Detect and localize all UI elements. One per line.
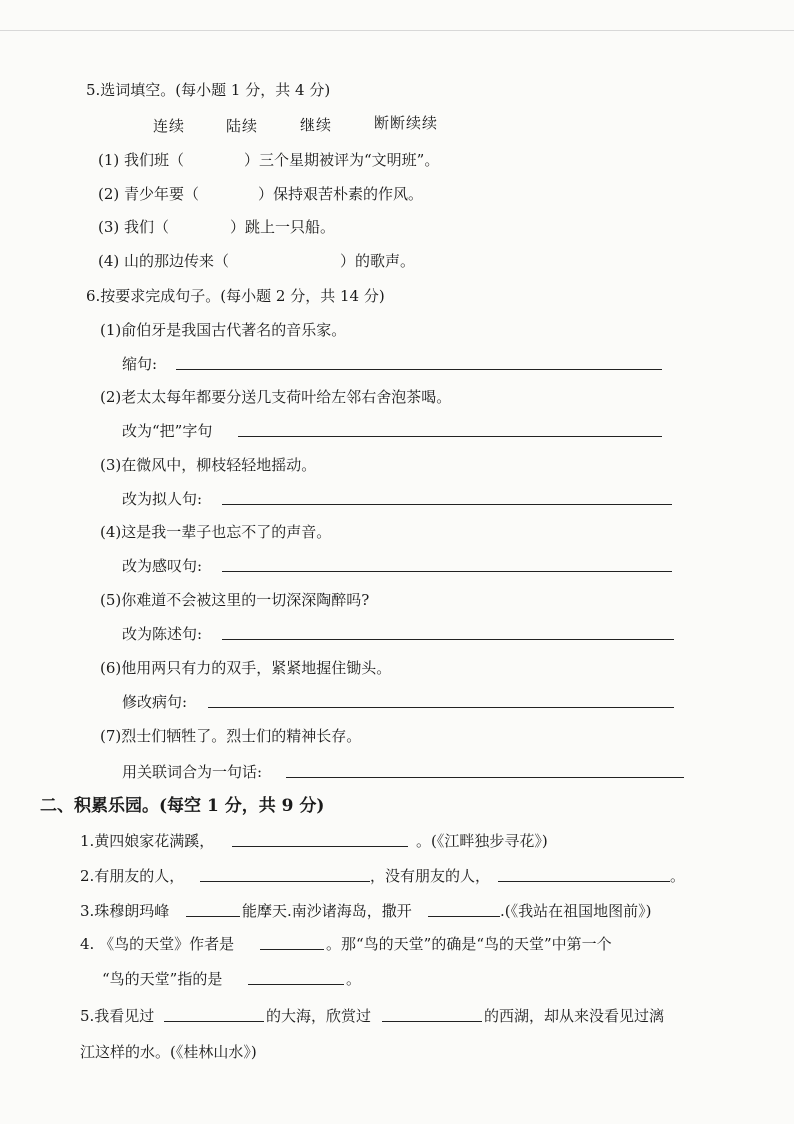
q6-item-3-sentence: (3)在微风中，柳枝轻轻地摇动。 [100, 456, 317, 474]
blank-line [164, 1021, 264, 1022]
blank-line [260, 949, 324, 950]
s2-q2-pre: 2.有朋友的人， [80, 867, 185, 885]
q5-title: 5.选词填空。(每小题 1 分，共 4 分) [86, 81, 331, 99]
q6-title: 6.按要求完成句子。(每小题 2 分，共 14 分) [86, 287, 385, 305]
blank-line [382, 1021, 482, 1022]
answer-line [208, 707, 674, 708]
q6-item-4-prompt: 改为感叹句: [122, 557, 203, 575]
s2-q5-line1-pre: 5.我看见过 [80, 1007, 155, 1025]
word-option-3: 继续 [300, 116, 333, 134]
s2-q3-mid: 能摩天.南沙诸海岛，撒开 [242, 902, 412, 920]
q6-item-5-prompt: 改为陈述句: [122, 625, 203, 643]
blank-line [186, 916, 240, 917]
s2-q3-post: .(《我站在祖国地图前》) [500, 902, 652, 920]
answer-line [222, 639, 674, 640]
q6-item-1-prompt: 缩句: [122, 355, 158, 373]
q6-item-7-prompt: 用关联词合为一句话: [122, 763, 263, 781]
q5-item-4-pre: (4) 山的那边传来（ [98, 252, 230, 270]
q6-item-1-sentence: (1)俞伯牙是我国古代著名的音乐家。 [100, 321, 347, 339]
s2-q4-line1-post: 。那“鸟的天堂”的确是“鸟的天堂”中第一个 [326, 935, 612, 953]
blank-line [428, 916, 500, 917]
q6-item-5-sentence: (5)你难道不会被这里的一切深深陶醉吗? [100, 591, 370, 609]
word-option-2: 陆续 [226, 117, 259, 135]
s2-q3-pre: 3.珠穆朗玛峰 [80, 902, 170, 920]
q6-item-4-sentence: (4)这是我一辈子也忘不了的声音。 [100, 523, 332, 541]
q6-item-3-prompt: 改为拟人句: [122, 490, 203, 508]
q5-item-4-post: ）的歌声。 [340, 252, 416, 270]
s2-q1-post: 。(《江畔独步寻花》) [416, 832, 548, 850]
blank-line [248, 984, 344, 985]
s2-q4-line1-pre: 4. 《鸟的天堂》作者是 [80, 935, 235, 953]
q5-item-3-post: ）跳上一只船。 [230, 218, 336, 236]
q6-item-6-sentence: (6)他用两只有力的双手，紧紧地握住锄头。 [100, 659, 392, 677]
word-option-1: 连续 [153, 117, 186, 135]
s2-q5-line2: 江这样的水。(《桂林山水》) [80, 1043, 257, 1061]
answer-line [176, 369, 662, 370]
s2-q5-line1-mid: 的大海，欣赏过 [266, 1007, 372, 1025]
word-option-4: 断断续续 [374, 114, 439, 132]
blank-line [200, 881, 370, 882]
q6-item-7-sentence: (7)烈士们牺牲了。烈士们的精神长存。 [100, 727, 362, 745]
q5-item-2-post: ）保持艰苦朴素的作风。 [258, 185, 424, 203]
answer-line [222, 571, 672, 572]
q6-item-2-sentence: (2)老太太每年都要分送几支荷叶给左邻右舍泡茶喝。 [100, 388, 452, 406]
s2-q2-mid: ，没有朋友的人， [370, 867, 491, 885]
answer-line [222, 504, 672, 505]
page-top-edge [0, 30, 794, 31]
q5-item-3-pre: (3) 我们（ [98, 218, 170, 236]
q6-item-6-prompt: 修改病句: [122, 693, 188, 711]
s2-q4-line2-pre: “鸟的天堂”指的是 [102, 970, 223, 988]
s2-q4-line2-post: 。 [346, 970, 362, 988]
blank-line [498, 881, 670, 882]
q6-item-2-prompt: 改为“把”字句 [122, 422, 213, 440]
section-2-heading: 二、积累乐园。(每空 1 分，共 9 分) [40, 796, 325, 816]
q5-item-2-pre: (2) 青少年要（ [98, 185, 200, 203]
s2-q5-line1-post: 的西湖，却从来没看见过漓 [484, 1007, 665, 1025]
answer-line [286, 777, 684, 778]
s2-q1-pre: 1.黄四娘家花满蹊， [80, 832, 215, 850]
q5-item-1-pre: (1) 我们班（ [98, 151, 185, 169]
blank-line [232, 846, 408, 847]
q5-item-1-post: ）三个星期被评为“文明班”。 [244, 151, 440, 169]
s2-q2-post: 。 [670, 867, 686, 885]
answer-line [238, 436, 662, 437]
